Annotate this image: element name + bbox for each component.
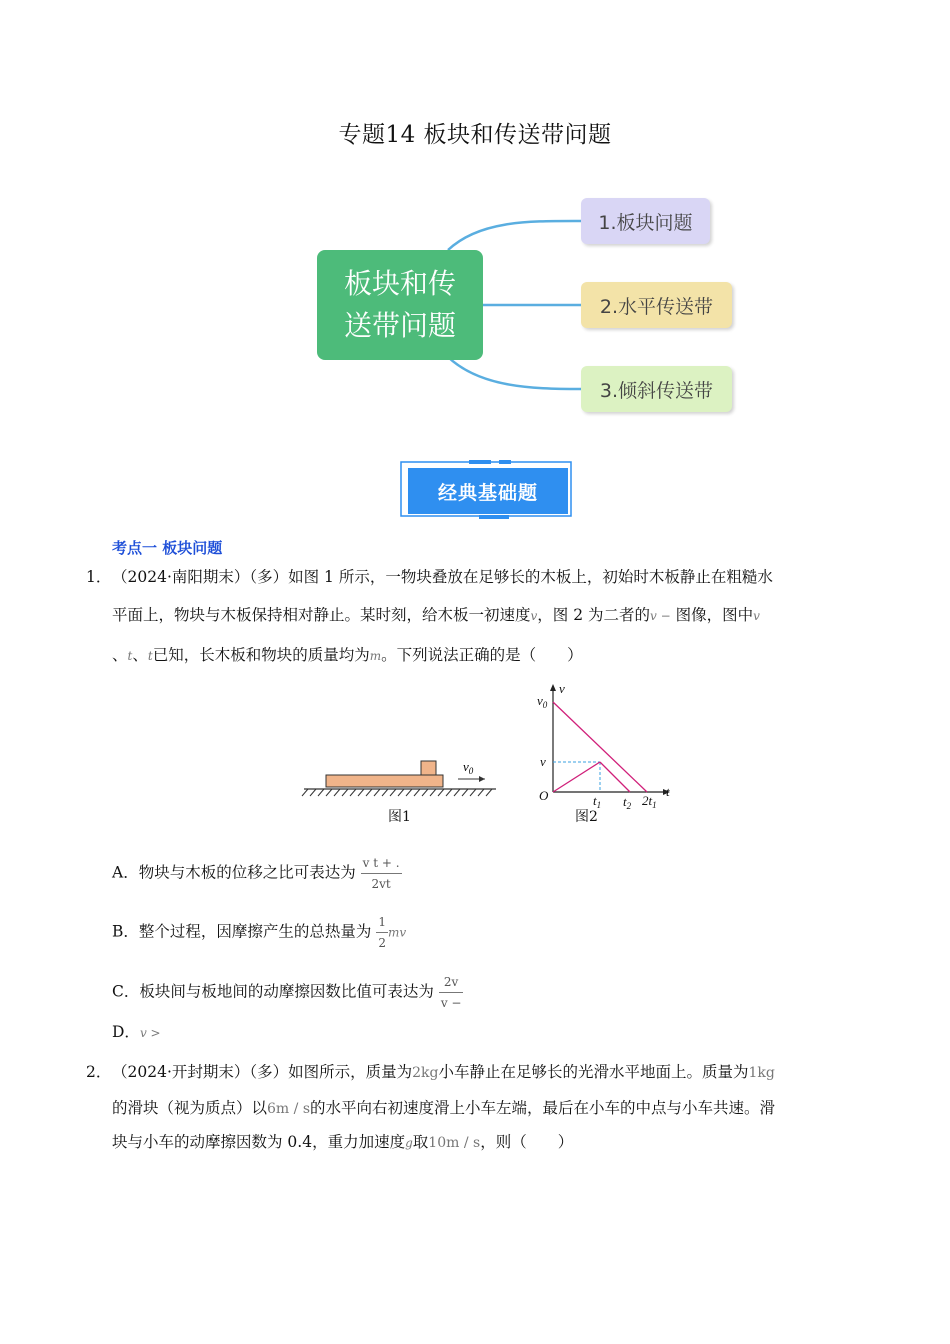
- fig2-v-label: v: [540, 754, 546, 769]
- q2-line3b: 取: [412, 1133, 429, 1151]
- q2-g-symbol: g: [405, 1136, 413, 1150]
- section-heading: 考点一 板块问题: [112, 539, 223, 557]
- q2-g-value: 10m / s: [428, 1135, 481, 1151]
- option-b-numerator: 1: [378, 915, 386, 929]
- q2-line3c: ，则（ ）: [480, 1133, 574, 1151]
- q1-line3c: 已知，长木板和物块的质量均为: [152, 646, 370, 664]
- fig2-2t1-label: $2t_1$: [642, 793, 657, 810]
- q1-v0-symbol: v: [530, 609, 538, 623]
- fig2-origin-label: O: [539, 788, 549, 803]
- q1-line1: （2024·南阳期末）（多）如图 1 所示，一物块叠放在足够长的木板上，初始时木板静止在粗糙水: [112, 568, 773, 586]
- option-a-text: A．物块与木板的位移之比可表达为: [112, 863, 356, 882]
- q2-line2a: 的滑块（视为质点）以: [112, 1099, 268, 1117]
- option-a-denominator: 2vt: [361, 873, 402, 894]
- q1-line3b: 、: [132, 646, 148, 664]
- q1-line3a: 、: [112, 646, 128, 664]
- block-rect: [421, 761, 436, 775]
- option-b-denominator: 2: [376, 932, 388, 953]
- q2-speed: 6m / s: [267, 1101, 310, 1117]
- option-c-text: C．板块间与板地间的动摩擦因数比值可表达为: [112, 982, 434, 1001]
- q1-v-symbol: v: [753, 609, 760, 623]
- fig1-caption: 图1: [388, 809, 411, 825]
- q1-t2-symbol: t: [147, 649, 153, 663]
- q1-line2a: 平面上，物块与木板保持相对静止。某时刻，给木板一初速度: [112, 606, 531, 624]
- mindmap-center-line2: 送带问题: [343, 309, 456, 342]
- fig2-v0-label: $v_0$: [537, 693, 548, 710]
- q1-line3: [112, 645, 583, 666]
- option-d-text: D．: [112, 1023, 140, 1041]
- q1-number: 1．: [86, 568, 112, 586]
- fig2-t-axis-label: t: [666, 784, 670, 799]
- q1-line2c: 图像，图中: [670, 606, 754, 624]
- q2-mass2: 1kg: [748, 1065, 775, 1081]
- q1-t1-symbol: t: [127, 649, 133, 663]
- option-d-tail: v >: [139, 1026, 161, 1040]
- option-c-denominator: v −: [439, 992, 464, 1013]
- q2-line1a: （2024·开封期末）（多）如图所示，质量为: [112, 1063, 413, 1081]
- mindmap-branch-1: 1.板块问题: [581, 198, 710, 244]
- fig1-v0-label: $v_0$: [463, 759, 474, 776]
- q2-line2: [112, 1098, 775, 1119]
- option-d: [112, 1022, 161, 1043]
- option-b-text: B．整个过程，因摩擦产生的总热量为: [112, 922, 372, 941]
- option-b-tail: mv: [387, 925, 407, 940]
- classic-basics-banner: 经典基础题: [408, 468, 568, 514]
- option-c: [112, 972, 463, 1013]
- mindmap-center-line1: 板块和传: [343, 267, 456, 300]
- q1-line2: [112, 605, 760, 626]
- option-a: [112, 853, 402, 894]
- q2-line1: [112, 1062, 775, 1083]
- board-rect: [326, 775, 443, 787]
- q1-vt-symbol: v −: [650, 609, 671, 623]
- option-c-fraction: [439, 972, 464, 1013]
- fig2-t2-label: $t_2$: [623, 794, 632, 811]
- q2-line3a: 块与小车的动摩擦因数为 0.4，重力加速度: [112, 1133, 406, 1151]
- figure-1: [300, 750, 500, 800]
- mindmap-branch-2: 2.水平传送带: [581, 282, 732, 328]
- mindmap-branch-3: 3.倾斜传送带: [581, 366, 732, 412]
- option-a-numerator: v t + .: [362, 856, 400, 870]
- option-a-fraction: [361, 853, 402, 894]
- q2-number: 2．: [86, 1063, 112, 1081]
- q2-line3: [112, 1132, 573, 1153]
- fig2-caption: 图2: [575, 809, 598, 825]
- q2-mass1: 2kg: [412, 1065, 439, 1081]
- q1-m-symbol: m: [369, 649, 382, 663]
- figure-2: [535, 680, 680, 815]
- fig2-t1-label: $t_1$: [593, 793, 602, 810]
- mindmap-center-node: [317, 250, 483, 360]
- option-c-numerator: 2v: [443, 975, 459, 989]
- q2-line1b: 小车静止在足够长的光滑水平地面上。质量为: [438, 1063, 749, 1081]
- fig2-y-axis-label: v: [559, 681, 565, 696]
- q2-line2b: 的水平向右初速度滑上小车左端，最后在小车的中点与小车共速。滑: [310, 1099, 776, 1117]
- option-b-fraction: [376, 912, 388, 953]
- q1-line3d: 。下列说法正确的是（ ）: [381, 646, 583, 664]
- q1-line2b: ，图 2 为二者的: [537, 606, 651, 624]
- page-title: 专题14 板块和传送带问题: [338, 122, 612, 148]
- option-b: [112, 912, 406, 953]
